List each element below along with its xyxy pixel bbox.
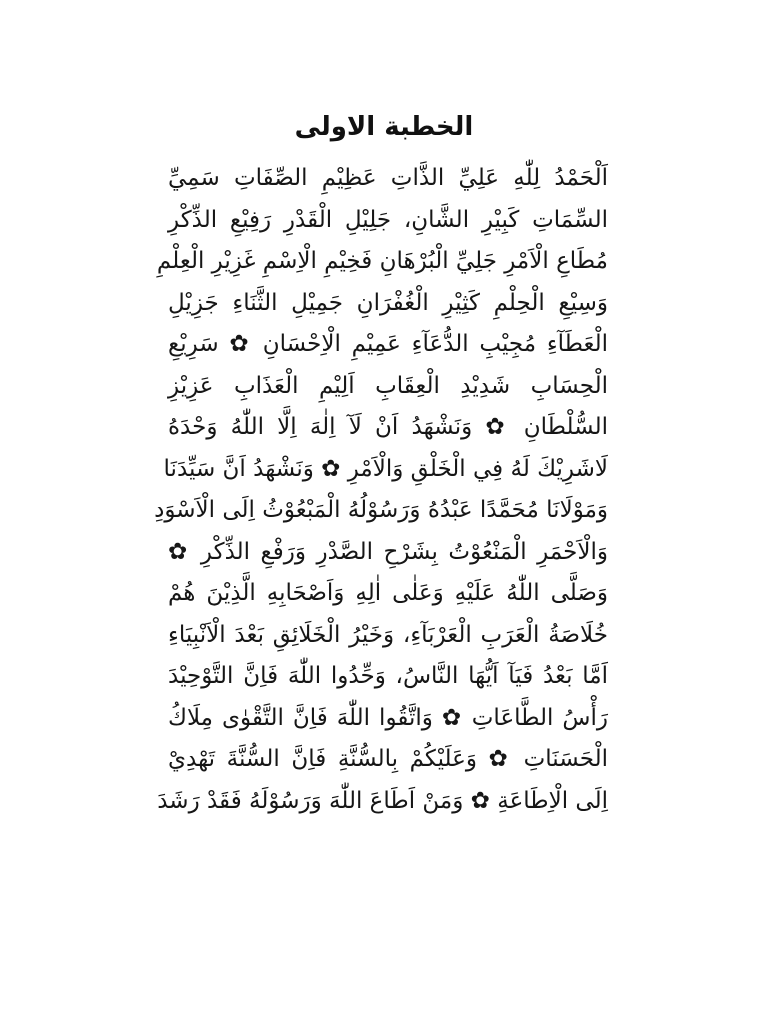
text-line: اَمَّا بَعْدُ فَيَآ اَيُّهَا النَّاسُ، وَحِّدُوا اللّٰهَ فَاِنَّ التَّوْحِيْدَ (168, 663, 608, 689)
text-line: الْحَسَنَاتِ ✿ وَعَلَيْكُمْ بِالسُّنَّةِ فَاِنَّ السُّنَّةَ تَهْدِيْ (168, 746, 608, 772)
text-line: وَصَلَّى اللّٰهُ عَلَيْهِ وَعَلٰى اٰلِهِ وَاَصْحَابِهِ الَّذِيْنَ هُمْ (168, 580, 608, 606)
text-line: اِلَى الْاِطَاعَةِ ✿ وَمَنْ اَطَاعَ اللّٰهَ وَرَسُوْلَهُ فَقَدْ رَشَدَ (157, 787, 608, 814)
text-line: وَمَوْلَانَا مُحَمَّدًا عَبْدُهُ وَرَسُوْلُهُ الْمَبْعُوْثُ اِلَى الْاَسْوَدِ (154, 497, 608, 523)
text-line: اَلْحَمْدُ لِلّٰهِ عَلِيِّ الذَّاتِ عَظِيْمِ الصِّفَاتِ سَمِيِّ (168, 165, 608, 191)
text-line: الْحِسَابِ شَدِيْدِ الْعِقَابِ اَلِيْمِ الْعَذَابِ عَزِيْزِ (168, 372, 608, 399)
sermon-title: الخطبة الاولى (294, 112, 474, 142)
text-line: السُّلْطَانِ ✿ وَنَشْهَدُ اَنْ لَآ اِلٰهَ اِلَّا اللّٰهُ وَحْدَهُ (168, 414, 608, 440)
sermon-text (154, 158, 608, 822)
text-line: السِّمَاتِ كَبِيْرِ الشَّانِ، جَلِيْلِ الْقَدْرِ رَفِيْعِ الذِّكْرِ (168, 206, 608, 233)
text-line: مُطَاعِ الْاَمْرِ جَلِيِّ الْبُرْهَانِ فَخِيْمِ الْاِسْمِ غَزِيْرِ الْعِلْمِ (156, 248, 608, 274)
text-line: خُلَاصَةُ الْعَرَبِ الْعَرْبَآءِ، وَخَيْرُ الْخَلَائِقِ بَعْدَ الْاَنْبِيَاءِ (168, 621, 608, 648)
text-line: لَاشَرِيْكَ لَهُ فِي الْخَلْقِ وَالْاَمْرِ ✿ وَنَشْهَدُ اَنَّ سَيِّدَنَا (163, 455, 608, 482)
text-line: الْعَطَآءِ مُجِيْبِ الدُّعَآءِ عَمِيْمِ الْاِحْسَانِ ✿ سَرِيْعِ (168, 331, 608, 357)
text-line: رَأْسُ الطَّاعَاتِ ✿ وَاتَّقُوا اللّٰهَ فَاِنَّ التَّقْوٰى مِلَاكُ (168, 704, 608, 731)
text-line: وَسِيْعِ الْحِلْمِ كَثِيْرِ الْغُفْرَانِ جَمِيْلِ الثَّنَاءِ جَزِيْلِ (168, 289, 608, 316)
text-line: وَالْاَحْمَرِ الْمَنْعُوْتُ بِشَرْحِ الصَّدْرِ وَرَفْعِ الذِّكْرِ ✿ (168, 538, 608, 565)
